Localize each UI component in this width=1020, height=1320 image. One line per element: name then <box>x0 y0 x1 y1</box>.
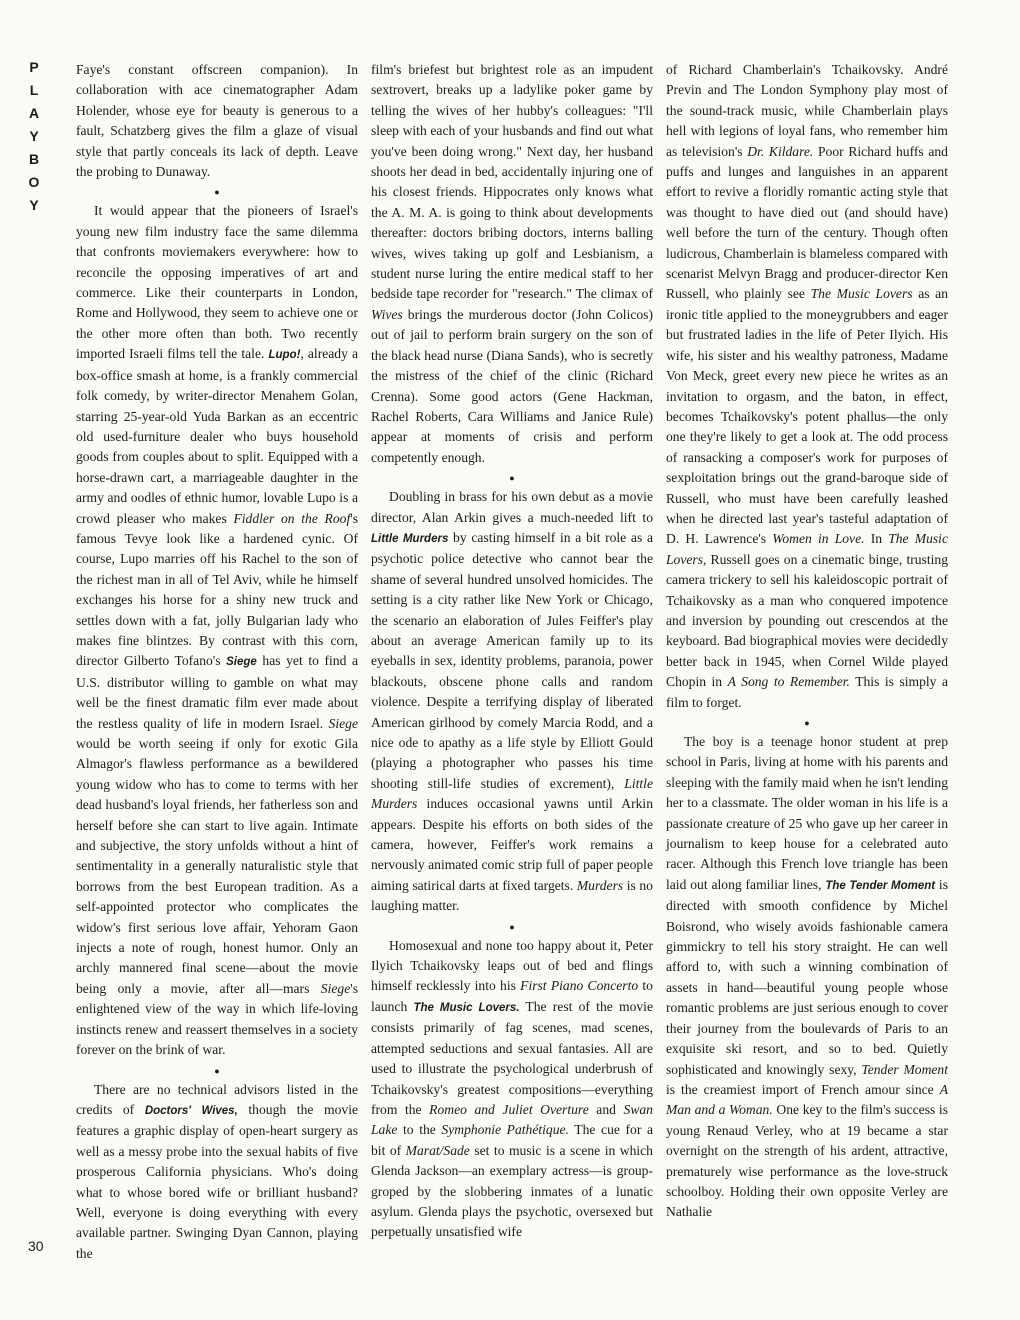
column-3 <box>666 60 948 1223</box>
paragraph: Faye's constant offscreen companion). In collaboration with ace cinematographer Adam Holender, whose eye for beauty is generous to a fault, Schatzberg gives the film a glaze of visual style that partly conceals its lack of depth. Leave the probing to Dunaway. <box>76 62 358 180</box>
section-bullet: ● <box>214 1065 220 1076</box>
brand-letter: A <box>28 105 40 121</box>
film-title: The Tender Moment <box>825 879 936 892</box>
brand-letter: P <box>29 59 39 75</box>
film-title: Murders <box>576 877 624 893</box>
show-title: Dr. Kildare. <box>747 143 814 159</box>
paragraph: There are no technical advisors listed in the credits of Doctors' Wives, though the movie features a graphic display of open-heart surgery as well as a messy probe into the sexual habits of five prosperous California physicians. Who's doing what to whose bored wife or brilliant husband? Well, everyone is doing everything with every available partner. Swinging Dyan Cannon, playing the <box>76 1081 359 1261</box>
work-title: Romeo and Juliet Overture <box>429 1101 589 1117</box>
film-title: Wives <box>371 306 403 322</box>
paragraph: Doubling in brass for his own debut as a movie director, Alan Arkin gives a much-needed lift to Little Murders by casting himself in a bit role as a psychotic police detective who cannot bear the shame of several hundred unsolved homicides. The setting is a city rather like New York or Chicago, the scenario an elaboration of Jules Feiffer's play about an average American family up to its eyeballs in sex, identity problems, paranoia, power blackouts, obscene phone calls and random violence. Despite a terrifying display of liberated American girlhood by comely Marcia Rodd, and a nice ode to apathy as a life style by Elliott Gould (playing a photographer who passes his time shooting still-life studies of excrement), Little Murders induces occasional yawns until Arkin appears. Despite his efforts on both sides of the camera, however, Feiffer's work remains a nervously animated comic strip full of paper people aiming satirical darts at fixed targets. Murders is no laughing matter. <box>371 489 653 914</box>
paragraph: film's briefest but brightest role as an impudent sextrovert, breaks up a ladylike poker game by telling the wives of her hubby's colleagues: "I'll sleep with each of your husbands and find out what you've been doing wrong." Next day, her husband shoots her dead in bed, accidentally injuring one of his closest friends. Hippocrates only knows what the A. M. A. is going to think about developments thereafter: doctors bribing doctors, interns balling wives, wives taking up golf and Lesbianism, a student nurse luring the entire medical staff to her bedside tape recorder for "research." The climax of Wives brings the murderous doctor (John Colicos) out of jail to perform brain surgery on the son of the black head nurse (Diana Sands), who is secretly the mistress of the chief of the clinic (Richard Crenna). Some good actors (Gene Hackman, Rachel Roberts, Cara Williams and Janice Rule) appear at moments of crisis and perform competently enough. <box>371 62 653 465</box>
film-title: Little Murders <box>371 775 653 812</box>
film-title: Doctors' Wives, <box>144 1104 238 1117</box>
brand-letter: Y <box>29 197 39 213</box>
paragraph: of Richard Chamberlain's Tchaikovsky. André Previn and The London Symphony play most of the sound-track music, while Chamberlain plays hell with legions of loyal fans, who remember him as television's Dr. Kildare. Poor Richard huffs and puffs and lunges and languishes in an apparent effort to revive a floridly romantic acting style that was thought to have died out (and should have) well before the turn of the century. Though often ludicrous, Chamberlain is blameless compared with scenarist Melvyn Bragg and producer-director Ken Russell, who plainly see The Music Lovers as an ironic title applied to the moneygrubbers and eager but frustrated ladies in the life of Peter Ilyich. His wife, his sister and his wealthy patroness, Madame Von Meck, greet every new piece he writes as an invitation to orgasm, and the baton, in effect, becomes Tchaikovsky's potent phallus—the only one they're likely to get a look at. The odd process of ransacking a composer's work for purposes of sexploitation brings out the grand-baroque side of Russell, who must have been carefully leashed when he directed last year's tasteful adaptation of D. H. Lawrence's Women in Love. In The Music Lovers, Russell goes on a cinematic binge, trusting camera trickery to sell his kaleidoscopic portrait of Tchaikovsky as a man who conquered impotence and inversion by pounding out crescendos at the keyboard. Bad biographical movies were decidedly better back in 1945, when Cornel Wilde played Chopin in A Song to Remember. This is simply a film to forget. <box>666 62 949 710</box>
section-bullet: ● <box>214 187 220 198</box>
work-title: Swan Lake <box>371 1101 653 1138</box>
brand-letter: Y <box>29 128 39 144</box>
film-title: Fiddler on the Roof <box>233 510 351 526</box>
work-title: Symphonie Pathétique. <box>441 1122 569 1138</box>
film-title: A Song to Remember. <box>727 674 850 690</box>
paragraph: The boy is a teenage honor student at prep school in Paris, living at home with his parents and sleeping with the family maid when he isn't lending her to a classmate. The older woman in his life is a passionate creature of 25 who gave up her career in journalism to keep house for a celebrated auto racer. Although this French love triangle has been laid out along familiar lines, The Tender Moment is directed with smooth confidence by Michel Boisrond, who wisely avoids fashionable camera gimmickry to tell his story straight. He can well afford to, with such a winning combination of assets in hand—beautiful young people whose romantic problems are just serious enough to cover their journey from the boulevards of Paris to an exquisite ski resort, and so to bed. Quietly sophisticated and knowingly sexy, Tender Moment is the creamiest import of French amour since A Man and a Woman. One key to the film's success is young Renaud Verley, who at 19 became a star overnight on the strength of his ardent, attractive, prematurely wise performance as the love-struck schoolboy. Holding their own opposite Verley are Nathalie <box>666 734 948 1220</box>
magazine-brand <box>22 56 46 217</box>
section-bullet: ● <box>509 921 515 932</box>
work-title: Marat/Sade <box>405 1142 470 1158</box>
film-title: Women in Love. <box>772 531 865 547</box>
film-title: The Music Lovers <box>810 286 913 302</box>
film-title: Little Murders <box>371 532 449 545</box>
film-title: A Man and a Woman. <box>666 1081 948 1118</box>
film-title: Lupo! <box>268 349 301 362</box>
paragraph: It would appear that the pioneers of Israel's young new film industry face the same dilemma that confronts moviemakers everywhere: how to reconcile the opposing imperatives of art and commerce. Like their counterparts in London, Rome and Hollywood, they seem to achieve one or the other more often than both. Two recently imported Israeli films tell the tale. Lupo!, already a box-office smash at home, is a frankly commercial folk comedy, by writer-director Menahem Golan, starring 25-year-old Yuda Barkan as an eccentric old used-furniture dealer who buys household goods from couples about to split. Equipped with a horse-drawn cart, a marriageable daughter in the army and oodles of ethnic humor, lovable Lupo is a crowd pleaser who makes Fiddler on the Roof's famous Tevye look like a hardened cynic. Of course, Lupo marries off his Rachel to the son of the richest man in all of Tel Aviv, while he himself exchanges his horse for a shiny new truck and settles down with a fat, jolly Bulgarian lady who makes fine blintzes. By contrast with this corn, director Gilberto Tofano's Siege has yet to find a U.S. distributor willing to gamble on what may well be the finest dramatic film ever made about the restless quality of life in modern Israel. Siege would be worth seeing if only for exotic Gila Almagor's flawless performance as a bewildered young widow who has to come to terms with her dead husband's loyal friends, her fatherless son and herself before she can start to live again. Intimate and subjective, the story unfolds without a hint of sentimentality in a generally naturalistic style that borrows from the best European tradition. As a self-appointed protector who complicates the widow's first serious love affair, Yehoram Gaon injects a note of rough, honest humor. Only an archly mannered final scene—about the movie being only a movie, after all—mars Siege's enlightened view of the way in which life-loving instincts renew and reassert themselves in a society forever on the brink of war. <box>76 203 358 1058</box>
film-title: Tender Moment <box>861 1061 948 1077</box>
brand-letter: O <box>28 174 40 190</box>
film-title: The Music Lovers. <box>413 1001 520 1014</box>
brand-letter: L <box>29 82 39 98</box>
column-2 <box>371 60 653 1243</box>
column-1 <box>76 60 358 1264</box>
film-title: The Music Lovers, <box>666 531 948 567</box>
film-title: Siege <box>226 656 257 669</box>
section-bullet: ● <box>804 718 810 728</box>
paragraph: Homosexual and none too happy about it, Peter Ilyich Tchaikovsky leaps out of bed and flings himself recklessly into his First Piano Concerto to launch The Music Lovers. The rest of the movie consists primarily of fag scenes, mad scenes, attempted seductions and sexual fantasies. All are used to illustrate the psychological underbrush of Tchaikovsky's greatest compositions—everything from the Romeo and Juliet Overture and Swan Lake to the Symphonie Pathétique. The cue for a bit of Marat/Sade set to music is a scene in which Glenda Jackson—an exemplary actress—is group-groped by the slobbering inmates of a lunatic asylum. Glenda plays the psychotic, oversexed but perpetually unsatisfied wife <box>371 937 653 1240</box>
film-title: Siege <box>328 715 358 731</box>
work-title: First Piano Concerto <box>520 978 639 994</box>
page-number: 30 <box>28 1238 44 1254</box>
section-bullet: ● <box>509 473 515 484</box>
brand-letter: B <box>28 151 40 167</box>
film-title: Siege <box>320 980 351 996</box>
